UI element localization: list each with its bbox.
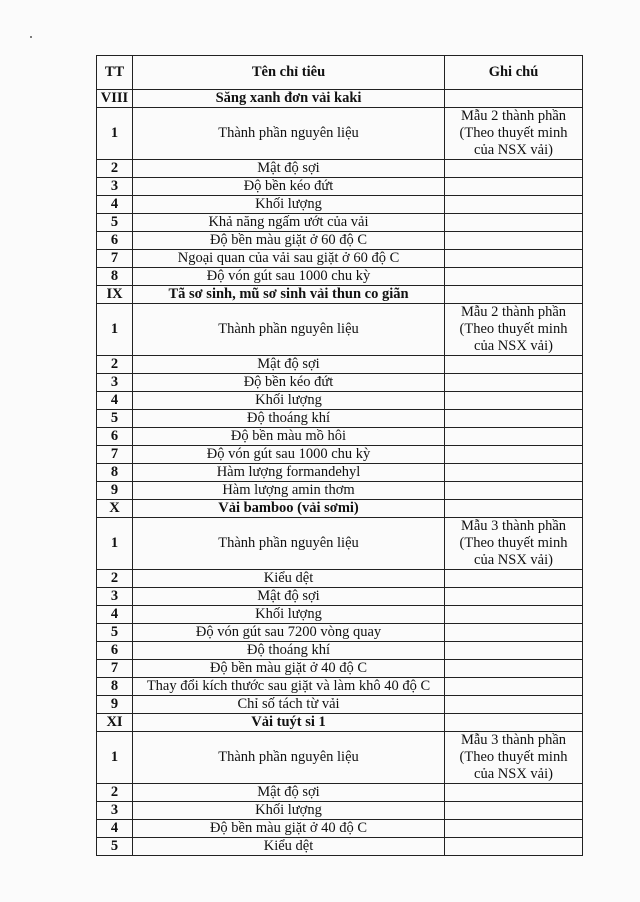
criterion-name: Hàm lượng formandehyl	[133, 464, 445, 482]
table-row	[97, 160, 583, 178]
table-row	[97, 446, 583, 464]
criterion-name: Chỉ số tách từ vải	[133, 696, 445, 714]
criterion-name: Kiểu dệt	[133, 570, 445, 588]
table-body	[97, 90, 583, 856]
sample-note-line: của NSX vải)	[474, 142, 553, 158]
row-number: 4	[97, 196, 133, 214]
criterion-name: Độ bền màu mồ hôi	[133, 428, 445, 446]
row-number: 2	[97, 784, 133, 802]
row-number: 1	[97, 304, 133, 356]
section-title: Săng xanh đơn vải kaki	[133, 90, 445, 108]
section-note-empty	[445, 90, 583, 108]
criterion-name: Mật độ sợi	[133, 784, 445, 802]
section-number: X	[97, 500, 133, 518]
table-row	[97, 214, 583, 232]
table-row	[97, 356, 583, 374]
row-number: 5	[97, 838, 133, 856]
row-number: 3	[97, 802, 133, 820]
note-empty	[445, 196, 583, 214]
header-note: Ghi chú	[445, 56, 583, 90]
row-number: 1	[97, 108, 133, 160]
note-empty	[445, 696, 583, 714]
section-number: VIII	[97, 90, 133, 108]
criterion-name: Thành phần nguyên liệu	[133, 108, 445, 160]
table-row	[97, 374, 583, 392]
note-empty	[445, 428, 583, 446]
criterion-name: Độ bền kéo đứt	[133, 178, 445, 196]
table-row	[97, 732, 583, 784]
row-number: 3	[97, 588, 133, 606]
row-number: 2	[97, 356, 133, 374]
criterion-name: Khối lượng	[133, 392, 445, 410]
criterion-name: Độ thoáng khí	[133, 642, 445, 660]
table-row	[97, 108, 583, 160]
section-row	[97, 286, 583, 304]
row-number: 4	[97, 820, 133, 838]
criterion-name: Kiểu dệt	[133, 838, 445, 856]
sample-note-line: của NSX vải)	[474, 338, 553, 354]
table-row	[97, 696, 583, 714]
table-row	[97, 428, 583, 446]
table-row	[97, 588, 583, 606]
row-number: 3	[97, 178, 133, 196]
sample-note-line: Mẫu 3 thành phần	[460, 732, 567, 748]
table-row	[97, 802, 583, 820]
note-empty	[445, 160, 583, 178]
row-number: 7	[97, 660, 133, 678]
criterion-name: Độ vón gút sau 1000 chu kỳ	[133, 268, 445, 286]
criterion-name: Mật độ sợi	[133, 160, 445, 178]
table-row	[97, 482, 583, 500]
table-row	[97, 570, 583, 588]
note-empty	[445, 410, 583, 428]
note-empty	[445, 570, 583, 588]
table-row	[97, 232, 583, 250]
criterion-name: Mật độ sợi	[133, 588, 445, 606]
sample-note	[445, 518, 583, 570]
row-number: 8	[97, 268, 133, 286]
row-number: 6	[97, 642, 133, 660]
note-empty	[445, 606, 583, 624]
row-number: 7	[97, 250, 133, 268]
note-empty	[445, 642, 583, 660]
criterion-name: Độ bền màu giặt ở 40 độ C	[133, 820, 445, 838]
note-empty	[445, 802, 583, 820]
section-title: Vải bamboo (vải sơmi)	[133, 500, 445, 518]
note-empty	[445, 624, 583, 642]
row-number: 1	[97, 732, 133, 784]
sample-note-line: Mẫu 2 thành phần	[460, 108, 567, 124]
sample-note	[445, 304, 583, 356]
sample-note-line: của NSX vải)	[474, 766, 553, 782]
table-row	[97, 838, 583, 856]
row-number: 5	[97, 624, 133, 642]
row-number: 5	[97, 214, 133, 232]
scan-speck	[30, 36, 32, 38]
section-number: XI	[97, 714, 133, 732]
criterion-name: Thành phần nguyên liệu	[133, 518, 445, 570]
table-row	[97, 178, 583, 196]
criterion-name: Khả năng ngấm ướt của vải	[133, 214, 445, 232]
table-row	[97, 392, 583, 410]
table-row	[97, 196, 583, 214]
section-note-empty	[445, 286, 583, 304]
header-name: Tên chỉ tiêu	[133, 56, 445, 90]
sample-note-line: Mẫu 3 thành phần	[460, 518, 567, 534]
note-empty	[445, 356, 583, 374]
sample-note-line: của NSX vải)	[474, 552, 553, 568]
note-empty	[445, 250, 583, 268]
row-number: 9	[97, 482, 133, 500]
table-row	[97, 642, 583, 660]
note-empty	[445, 784, 583, 802]
sample-note	[445, 732, 583, 784]
section-number: IX	[97, 286, 133, 304]
table-row	[97, 518, 583, 570]
section-title: Tã sơ sinh, mũ sơ sinh vải thun co giãn	[133, 286, 445, 304]
sample-note-line: Mẫu 2 thành phần	[460, 304, 567, 320]
row-number: 1	[97, 518, 133, 570]
table-row	[97, 464, 583, 482]
sample-note	[445, 108, 583, 160]
note-empty	[445, 838, 583, 856]
row-number: 5	[97, 410, 133, 428]
criteria-table	[96, 55, 583, 856]
row-number: 7	[97, 446, 133, 464]
table-header-row	[97, 56, 583, 90]
row-number: 6	[97, 232, 133, 250]
table-row	[97, 304, 583, 356]
row-number: 4	[97, 606, 133, 624]
row-number: 6	[97, 428, 133, 446]
row-number: 4	[97, 392, 133, 410]
criterion-name: Độ thoáng khí	[133, 410, 445, 428]
criterion-name: Độ bền màu giặt ở 40 độ C	[133, 660, 445, 678]
section-row	[97, 500, 583, 518]
section-row	[97, 714, 583, 732]
note-empty	[445, 374, 583, 392]
criterion-name: Độ bền kéo đứt	[133, 374, 445, 392]
sample-note-line: (Theo thuyết minh	[459, 535, 568, 551]
table-row	[97, 820, 583, 838]
criterion-name: Mật độ sợi	[133, 356, 445, 374]
criterion-name: Hàm lượng amin thơm	[133, 482, 445, 500]
row-number: 8	[97, 464, 133, 482]
criterion-name: Thành phần nguyên liệu	[133, 732, 445, 784]
row-number: 8	[97, 678, 133, 696]
table-row	[97, 624, 583, 642]
header-tt: TT	[97, 56, 133, 90]
sample-note-line: (Theo thuyết minh	[459, 749, 568, 765]
criterion-name: Độ bền màu giặt ở 60 độ C	[133, 232, 445, 250]
criterion-name: Độ vón gút sau 1000 chu kỳ	[133, 446, 445, 464]
criterion-name: Thay đổi kích thước sau giặt và làm khô 40 độ C	[133, 678, 445, 696]
table-row	[97, 678, 583, 696]
table-row	[97, 660, 583, 678]
criterion-name: Độ vón gút sau 7200 vòng quay	[133, 624, 445, 642]
sample-note-line: (Theo thuyết minh	[459, 125, 568, 141]
row-number: 2	[97, 160, 133, 178]
section-note-empty	[445, 500, 583, 518]
row-number: 3	[97, 374, 133, 392]
note-empty	[445, 446, 583, 464]
note-empty	[445, 214, 583, 232]
note-empty	[445, 268, 583, 286]
table-row	[97, 250, 583, 268]
table-row	[97, 784, 583, 802]
section-row	[97, 90, 583, 108]
table-row	[97, 606, 583, 624]
row-number: 9	[97, 696, 133, 714]
criterion-name: Ngoại quan của vải sau giặt ở 60 độ C	[133, 250, 445, 268]
note-empty	[445, 392, 583, 410]
note-empty	[445, 820, 583, 838]
note-empty	[445, 232, 583, 250]
note-empty	[445, 464, 583, 482]
note-empty	[445, 660, 583, 678]
table-row	[97, 268, 583, 286]
note-empty	[445, 678, 583, 696]
table-row	[97, 410, 583, 428]
section-title: Vải tuýt si 1	[133, 714, 445, 732]
note-empty	[445, 482, 583, 500]
criterion-name: Thành phần nguyên liệu	[133, 304, 445, 356]
criterion-name: Khối lượng	[133, 196, 445, 214]
section-note-empty	[445, 714, 583, 732]
criterion-name: Khối lượng	[133, 606, 445, 624]
note-empty	[445, 178, 583, 196]
note-empty	[445, 588, 583, 606]
criterion-name: Khối lượng	[133, 802, 445, 820]
sample-note-line: (Theo thuyết minh	[459, 321, 568, 337]
row-number: 2	[97, 570, 133, 588]
